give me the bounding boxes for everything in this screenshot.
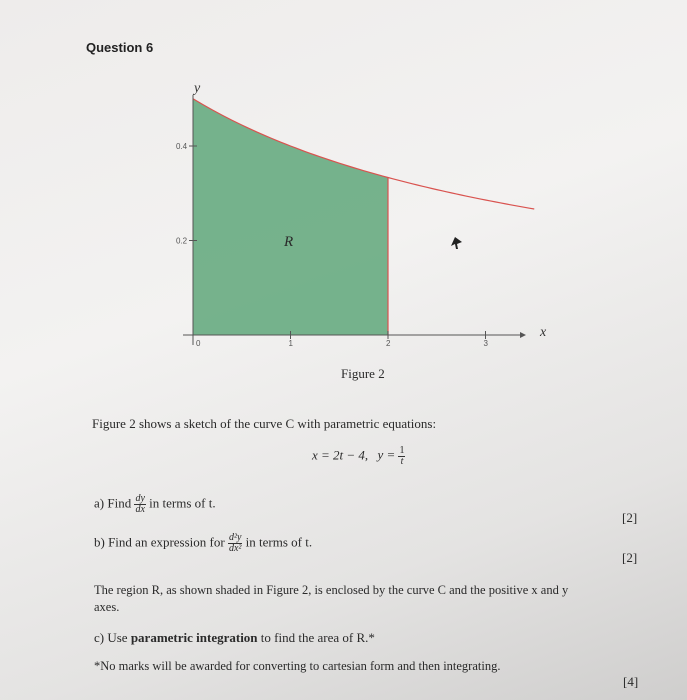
figure-caption: Figure 2: [341, 366, 385, 381]
part-c: c) Use parametric integration to find the area of R.*: [94, 630, 375, 645]
equation-y-fraction: $\frac{1}{t}$: [399, 445, 405, 467]
region-description-line1: The region R, as shown shaded in Figure 2, is enclosed by the curve C and the positive x and y: [94, 583, 569, 597]
part-b: b) Find an expression for $\frac{\text{d²y}}{\text{dx²}}$ in terms of t.: [94, 532, 313, 554]
shaded-region-r: [193, 99, 388, 335]
equation-y: y =: [377, 447, 396, 463]
cursor-arrow-icon: [451, 237, 462, 249]
x-axis-arrow-icon: [520, 332, 526, 338]
region-label: R: [284, 234, 294, 250]
parametric-integration-bold: parametric integration: [130, 630, 258, 645]
part-a: a) Find $\frac{dy}{dx}$ in terms of t.: [94, 493, 216, 515]
x-axis-label: x: [540, 325, 547, 340]
x-tick-label: 3: [483, 339, 488, 348]
question-title: Question 6: [86, 40, 154, 55]
part-c-marks: [4]: [623, 674, 639, 689]
x-tick-label: 1: [288, 339, 293, 348]
x-tick-label: 0: [196, 339, 201, 348]
y-tick-label: 0.4: [176, 142, 188, 151]
x-tick-label: 2: [386, 339, 391, 348]
parametric-equations: [312, 446, 405, 467]
part-b-marks: [2]: [622, 550, 638, 565]
y-axis-label: y: [194, 81, 201, 96]
region-description-line2: axes.: [94, 600, 120, 614]
footnote: *No marks will be awarded for converting to cartesian form and then integrating.: [94, 659, 501, 673]
intro-text: Figure 2 shows a sketch of the curve C with parametric equations:: [92, 416, 437, 431]
part-a-marks: [2]: [622, 510, 638, 525]
equation-x: x = 2t − 4,: [312, 447, 369, 463]
y-tick-label: 0.2: [176, 236, 188, 246]
